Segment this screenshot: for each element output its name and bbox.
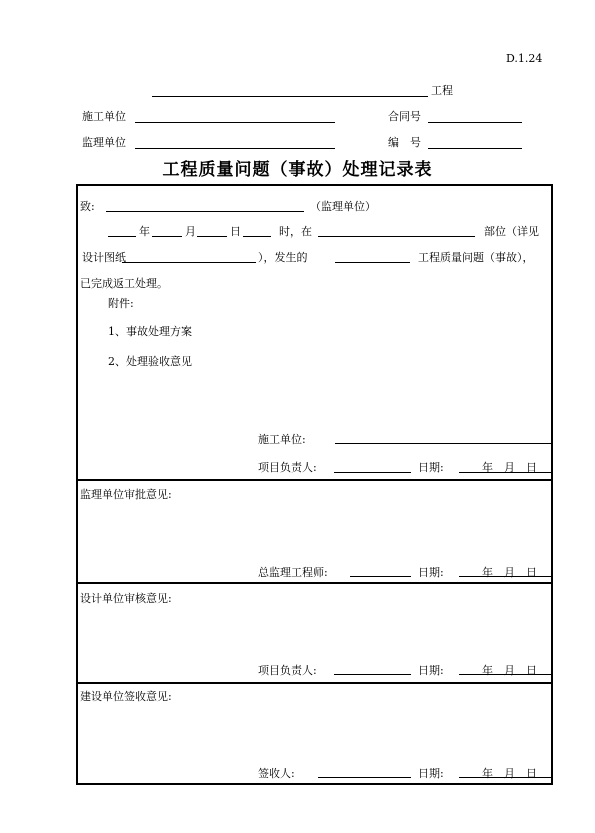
date-label: 日期: — [418, 461, 444, 474]
design-opinion-heading: 设计单位审核意见: — [80, 592, 172, 605]
date-ymd: 年 月 日 — [482, 664, 537, 677]
month-line[interactable] — [152, 236, 182, 237]
date-ymd: 年 月 日 — [482, 767, 537, 780]
occurred-label: ），发生的 — [258, 251, 308, 264]
month-label: 月 — [185, 225, 196, 238]
serial-no-line[interactable] — [428, 148, 522, 149]
hour-line[interactable] — [243, 236, 271, 237]
to-suffix: （监理单位） — [310, 200, 376, 213]
date-ymd: 年 月 日 — [482, 566, 537, 579]
date-label: 日期: — [418, 566, 444, 579]
year-line[interactable] — [108, 236, 136, 237]
design-drawing-label: 设计图纸 — [82, 251, 126, 264]
attachment-item-1: 1、事故处理方案 — [108, 325, 192, 338]
design-lead-line[interactable] — [334, 674, 411, 675]
section-divider-3 — [76, 682, 553, 684]
location-line[interactable] — [318, 236, 475, 237]
supervision-opinion-heading: 监理单位审批意见: — [80, 488, 172, 501]
section-divider-1 — [76, 479, 553, 481]
chief-engineer-line[interactable] — [350, 576, 411, 577]
date-label: 日期: — [418, 664, 444, 677]
serial-no-label: 编 号 — [388, 136, 421, 149]
attachment-item-2: 2、处理验收意见 — [108, 355, 192, 368]
contract-no-label: 合同号 — [388, 110, 421, 123]
design-lead-label: 项目负责人: — [258, 664, 317, 677]
hour-at-label: 时，在 — [279, 225, 312, 238]
construction-unit-label: 施工单位 — [82, 110, 126, 123]
chief-engineer-label: 总监理工程师: — [258, 566, 328, 579]
construction-unit-line[interactable] — [135, 122, 335, 123]
project-lead-label: 项目负责人: — [258, 461, 317, 474]
design-drawing-line[interactable] — [122, 262, 256, 263]
attachments-label: 附件: — [108, 297, 134, 310]
location-suffix: 部位（详见 — [484, 225, 539, 238]
owner-opinion-heading: 建设单位签收意见: — [80, 690, 172, 703]
supervision-unit-label: 监理单位 — [82, 136, 126, 149]
project-lead-line[interactable] — [334, 472, 411, 473]
project-suffix-label: 工程 — [431, 84, 453, 97]
supervision-unit-line[interactable] — [135, 148, 335, 149]
document-code: D.1.24 — [506, 52, 543, 65]
problem-type-line[interactable] — [335, 262, 410, 263]
problem-label: 工程质量问题（事故）， — [418, 251, 534, 264]
day-line[interactable] — [197, 236, 227, 237]
to-line[interactable] — [106, 211, 304, 212]
project-name-line[interactable] — [152, 96, 428, 97]
contract-no-line[interactable] — [428, 122, 522, 123]
construction-unit-sign-line[interactable] — [335, 443, 553, 444]
date-label: 日期: — [418, 767, 444, 780]
year-label: 年 — [139, 225, 150, 238]
completed-text: 已完成返工处理。 — [80, 277, 168, 290]
day-label: 日 — [230, 225, 241, 238]
receiver-label: 签收人: — [258, 767, 295, 780]
form-title: 工程质量问题（事故）处理记录表 — [162, 160, 433, 180]
construction-unit-sign-label: 施工单位: — [258, 433, 306, 446]
date-ymd: 年 月 日 — [482, 461, 537, 474]
section-divider-2 — [76, 582, 553, 584]
to-label: 致: — [80, 200, 95, 213]
receiver-line[interactable] — [318, 777, 411, 778]
